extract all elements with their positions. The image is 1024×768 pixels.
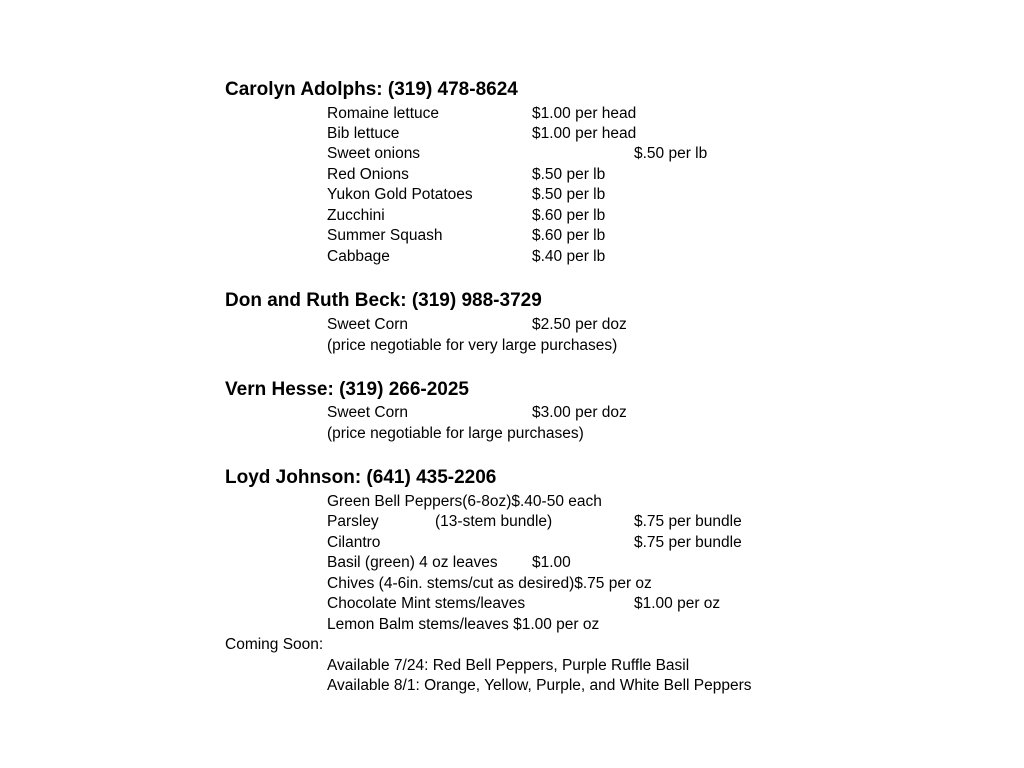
vendor-heading-johnson: Loyd Johnson: (641) 435-2206 bbox=[225, 467, 497, 488]
item-price: $.60 per lb bbox=[532, 227, 606, 244]
coming-soon-line: Available 8/1: Orange, Yellow, Purple, and White Bell Peppers bbox=[327, 677, 752, 694]
item-name: Zucchini bbox=[327, 207, 385, 224]
item-line-peppers: Green Bell Peppers(6-8oz)$.40-50 each bbox=[327, 493, 602, 510]
vendor-heading-hesse: Vern Hesse: (319) 266-2025 bbox=[225, 379, 469, 400]
item-price: $.60 per lb bbox=[532, 207, 606, 224]
item-price: $1.00 bbox=[532, 554, 571, 571]
item-price: $.50 per lb bbox=[532, 166, 606, 183]
item-price: $2.50 per doz bbox=[532, 316, 627, 333]
item-name: Summer Squash bbox=[327, 227, 443, 244]
item-name: Bib lettuce bbox=[327, 125, 400, 142]
vendor-heading-adolphs: Carolyn Adolphs: (319) 478-8624 bbox=[225, 79, 518, 100]
coming-soon-line: Available 7/24: Red Bell Peppers, Purple Ruffle Basil bbox=[327, 657, 690, 674]
item-name: Sweet Corn bbox=[327, 404, 408, 421]
item-line-chives: Chives (4-6in. stems/cut as desired)$.75 per oz bbox=[327, 575, 652, 592]
item-name: Basil (green) 4 oz leaves bbox=[327, 554, 498, 571]
item-price: $3.00 per doz bbox=[532, 404, 627, 421]
price-note: (price negotiable for large purchases) bbox=[327, 425, 584, 442]
item-price: $.75 per bundle bbox=[634, 513, 742, 530]
item-name: Parsley bbox=[327, 513, 379, 530]
item-name: Cabbage bbox=[327, 248, 390, 265]
item-price: $1.00 per oz bbox=[634, 595, 721, 612]
item-price: $.75 per bundle bbox=[634, 534, 742, 551]
item-price: $.40 per lb bbox=[532, 248, 606, 265]
item-name: Sweet onions bbox=[327, 145, 421, 162]
item-name: Yukon Gold Potatoes bbox=[327, 186, 473, 203]
coming-soon-label: Coming Soon: bbox=[225, 636, 324, 653]
item-name: Cilantro bbox=[327, 534, 381, 551]
vendor-heading-beck: Don and Ruth Beck: (319) 988-3729 bbox=[225, 290, 542, 311]
price-note: (price negotiable for very large purchases) bbox=[327, 337, 618, 354]
item-price: $1.00 per head bbox=[532, 125, 637, 142]
item-name: Romaine lettuce bbox=[327, 105, 440, 122]
item-name: Sweet Corn bbox=[327, 316, 408, 333]
item-line-lemon-balm: Lemon Balm stems/leaves $1.00 per oz bbox=[327, 616, 600, 633]
item-price: $.50 per lb bbox=[634, 145, 708, 162]
item-name: Red Onions bbox=[327, 166, 409, 183]
item-name: Chocolate Mint stems/leaves bbox=[327, 595, 526, 612]
item-detail: (13-stem bundle) bbox=[435, 513, 553, 530]
item-price: $1.00 per head bbox=[532, 105, 637, 122]
item-price: $.50 per lb bbox=[532, 186, 606, 203]
